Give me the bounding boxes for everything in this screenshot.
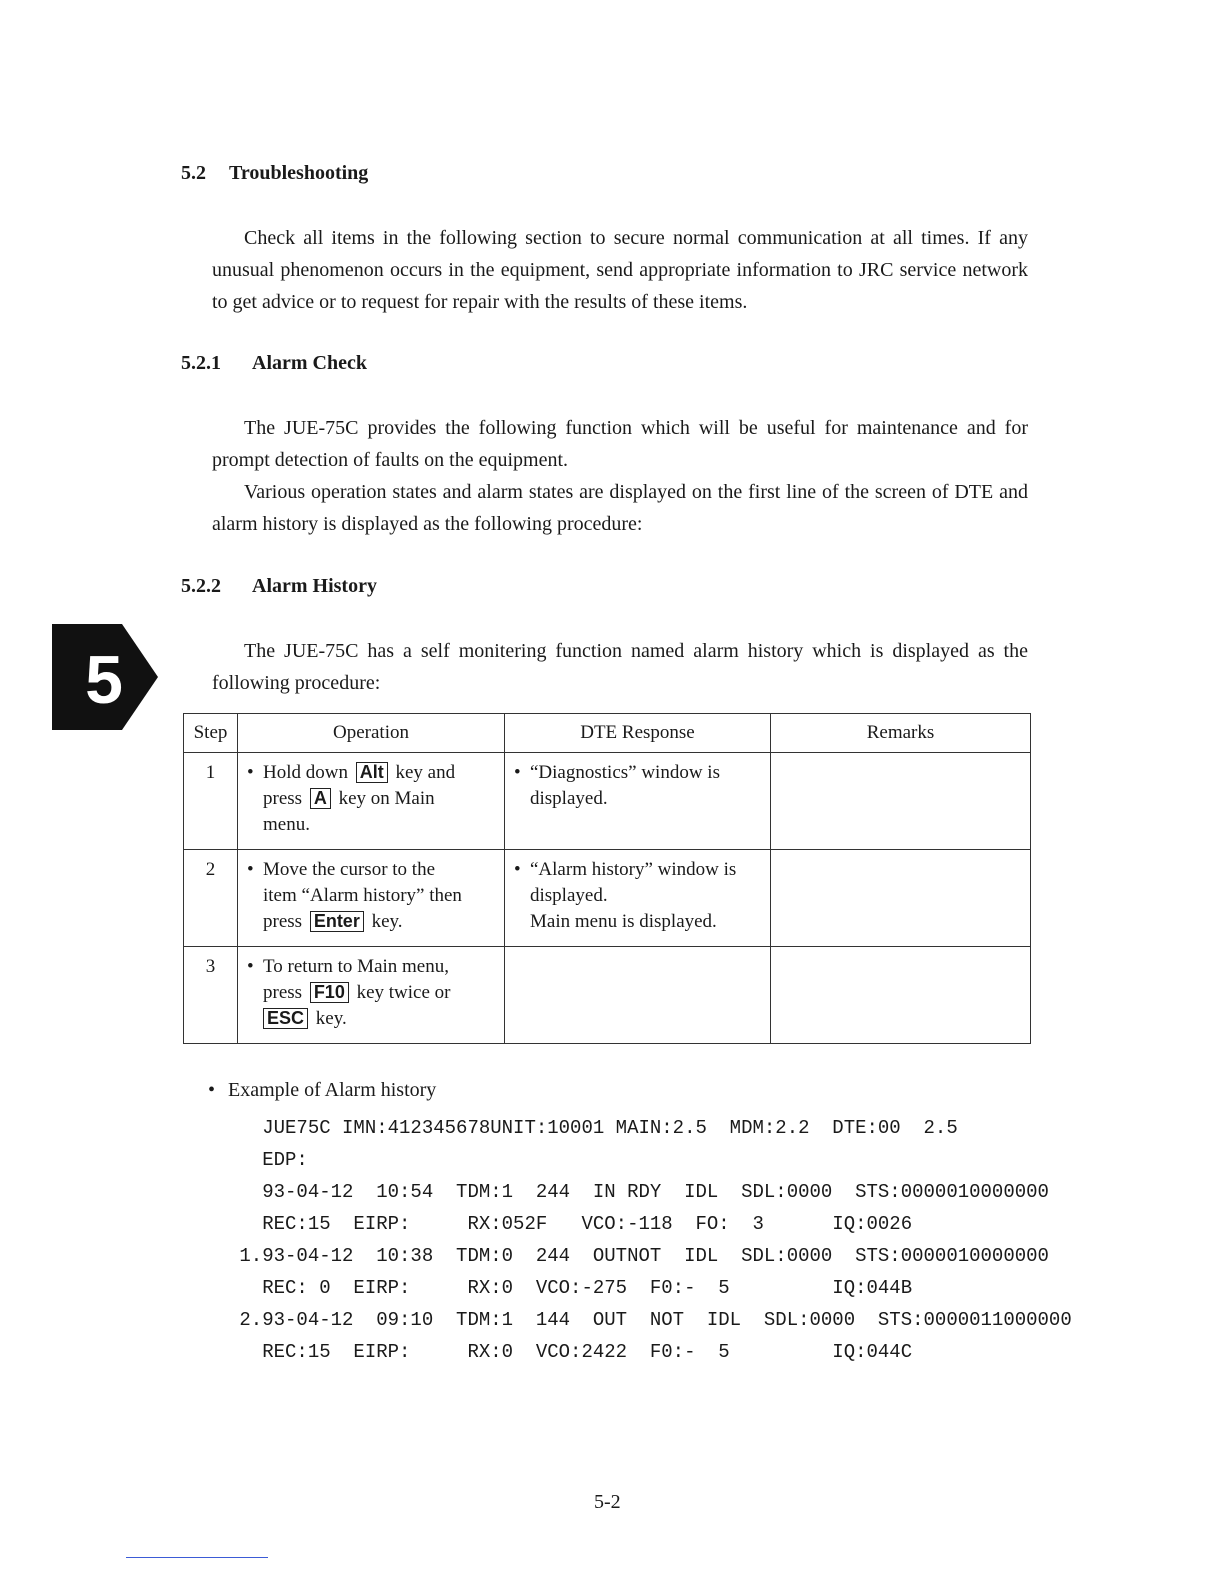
alarm-history-example bbox=[228, 1117, 1072, 1373]
operation-cell bbox=[239, 948, 503, 1042]
op-text: key. bbox=[371, 911, 403, 932]
alarm-check-paragraph-1: The JUE-75C provides the following function which will be useful for maintenance and for prompt detection of faults on the equipment. bbox=[212, 417, 1028, 471]
history-line: REC:15 EIRP: RX:0 VCO:2422 F0:- 5 IQ:044C bbox=[228, 1341, 913, 1363]
op-text: key and bbox=[395, 762, 456, 783]
operation-cell bbox=[239, 851, 503, 945]
remarks-cell bbox=[771, 753, 1031, 850]
header-dte-response: DTE Response bbox=[505, 714, 771, 753]
esc-key: ESC bbox=[263, 1008, 308, 1029]
chapter-tab bbox=[52, 624, 160, 730]
dte-text: “Diagnostics” window is bbox=[530, 762, 720, 783]
subsection-number: 5.2.2 bbox=[181, 575, 221, 597]
alt-key: Alt bbox=[356, 762, 388, 783]
bullet: • bbox=[514, 762, 521, 783]
subsection-title: Alarm History bbox=[252, 575, 377, 597]
op-text: menu. bbox=[263, 814, 310, 835]
dte-text: displayed. bbox=[530, 885, 608, 906]
op-text: press bbox=[263, 982, 303, 1003]
step-number: 2 bbox=[205, 859, 216, 880]
section-number: 5.2 bbox=[181, 162, 206, 184]
enter-key: Enter bbox=[310, 911, 364, 932]
subsection-title: Alarm Check bbox=[252, 352, 367, 374]
history-line: REC:15 EIRP: RX:052F VCO:-118 FO: 3 IQ:0026 bbox=[228, 1213, 913, 1235]
history-line: EDP: bbox=[228, 1149, 308, 1171]
step-number: 1 bbox=[205, 762, 216, 783]
dte-text: Main menu is displayed. bbox=[530, 911, 717, 932]
chapter-tab-number: 5 bbox=[85, 642, 123, 718]
page-number: 5-2 bbox=[594, 1491, 621, 1513]
example-heading bbox=[208, 1074, 436, 1106]
dte-response-cell bbox=[505, 947, 771, 1044]
history-line: 1.93-04-12 10:38 TDM:0 244 OUTNOT IDL SDL:0000 STS:0000010000000 bbox=[228, 1245, 1049, 1267]
a-key: A bbox=[310, 788, 331, 809]
table-row bbox=[184, 947, 1031, 1044]
f10-key: F10 bbox=[310, 982, 349, 1003]
operation-cell bbox=[239, 754, 503, 848]
bullet: • bbox=[247, 762, 254, 783]
dte-response-cell bbox=[506, 851, 769, 945]
header-step: Step bbox=[184, 714, 238, 753]
op-text: key. bbox=[315, 1008, 347, 1029]
alarm-check-paragraph-2: Various operation states and alarm states are displayed on the first line of the screen of DTE and alarm history is displayed as the following procedure: bbox=[212, 481, 1028, 535]
op-text: key on Main bbox=[338, 788, 435, 809]
procedure-table bbox=[183, 713, 1031, 1044]
footer-rule bbox=[126, 1557, 268, 1558]
op-text: press bbox=[263, 788, 303, 809]
dte-text: displayed. bbox=[530, 788, 608, 809]
intro-paragraph: Check all items in the following section to secure normal communication at all times. If any unusual phenomenon occurs in the equipment, send appropriate information to JRC service network to get advice or to request for repair with the results of these items. bbox=[212, 227, 1028, 313]
subsection-heading-alarm-history bbox=[181, 575, 377, 598]
op-text: press bbox=[263, 911, 303, 932]
section-title: Troubleshooting bbox=[229, 162, 369, 184]
bullet: • bbox=[514, 859, 521, 880]
table-row bbox=[184, 850, 1031, 947]
remarks-cell bbox=[771, 850, 1031, 947]
subsection-heading-alarm-check bbox=[181, 352, 367, 375]
remarks-cell bbox=[771, 947, 1031, 1044]
history-line: 2.93-04-12 09:10 TDM:1 144 OUT NOT IDL SDL:0000 STS:0000011000000 bbox=[228, 1309, 1072, 1331]
op-text: Move the cursor to the bbox=[263, 859, 436, 880]
history-line: 93-04-12 10:54 TDM:1 244 IN RDY IDL SDL:0000 STS:0000010000000 bbox=[228, 1181, 1049, 1203]
header-operation: Operation bbox=[238, 714, 505, 753]
bullet: • bbox=[208, 1079, 216, 1101]
alarm-history-paragraph: The JUE-75C has a self monitering function named alarm history which is displayed as the following procedure: bbox=[212, 640, 1028, 694]
table-header-row bbox=[184, 714, 1031, 753]
op-text: key twice or bbox=[356, 982, 451, 1003]
step-number: 3 bbox=[205, 956, 216, 977]
bullet: • bbox=[247, 956, 254, 977]
table-row bbox=[184, 753, 1031, 850]
dte-response-cell bbox=[506, 754, 769, 822]
section-heading bbox=[181, 162, 368, 185]
history-line: JUE75C IMN:412345678UNIT:10001 MAIN:2.5 MDM:2.2 DTE:00 2.5 bbox=[228, 1117, 958, 1139]
op-text: item “Alarm history” then bbox=[263, 885, 462, 906]
bullet: • bbox=[247, 859, 254, 880]
example-title: Example of Alarm history bbox=[228, 1079, 437, 1101]
history-line: REC: 0 EIRP: RX:0 VCO:-275 F0:- 5 IQ:044B bbox=[228, 1277, 913, 1299]
dte-text: “Alarm history” window is bbox=[530, 859, 737, 880]
op-text: To return to Main menu, bbox=[263, 956, 449, 977]
header-remarks: Remarks bbox=[771, 714, 1031, 753]
subsection-number: 5.2.1 bbox=[181, 352, 221, 374]
op-text: Hold down bbox=[263, 762, 348, 783]
